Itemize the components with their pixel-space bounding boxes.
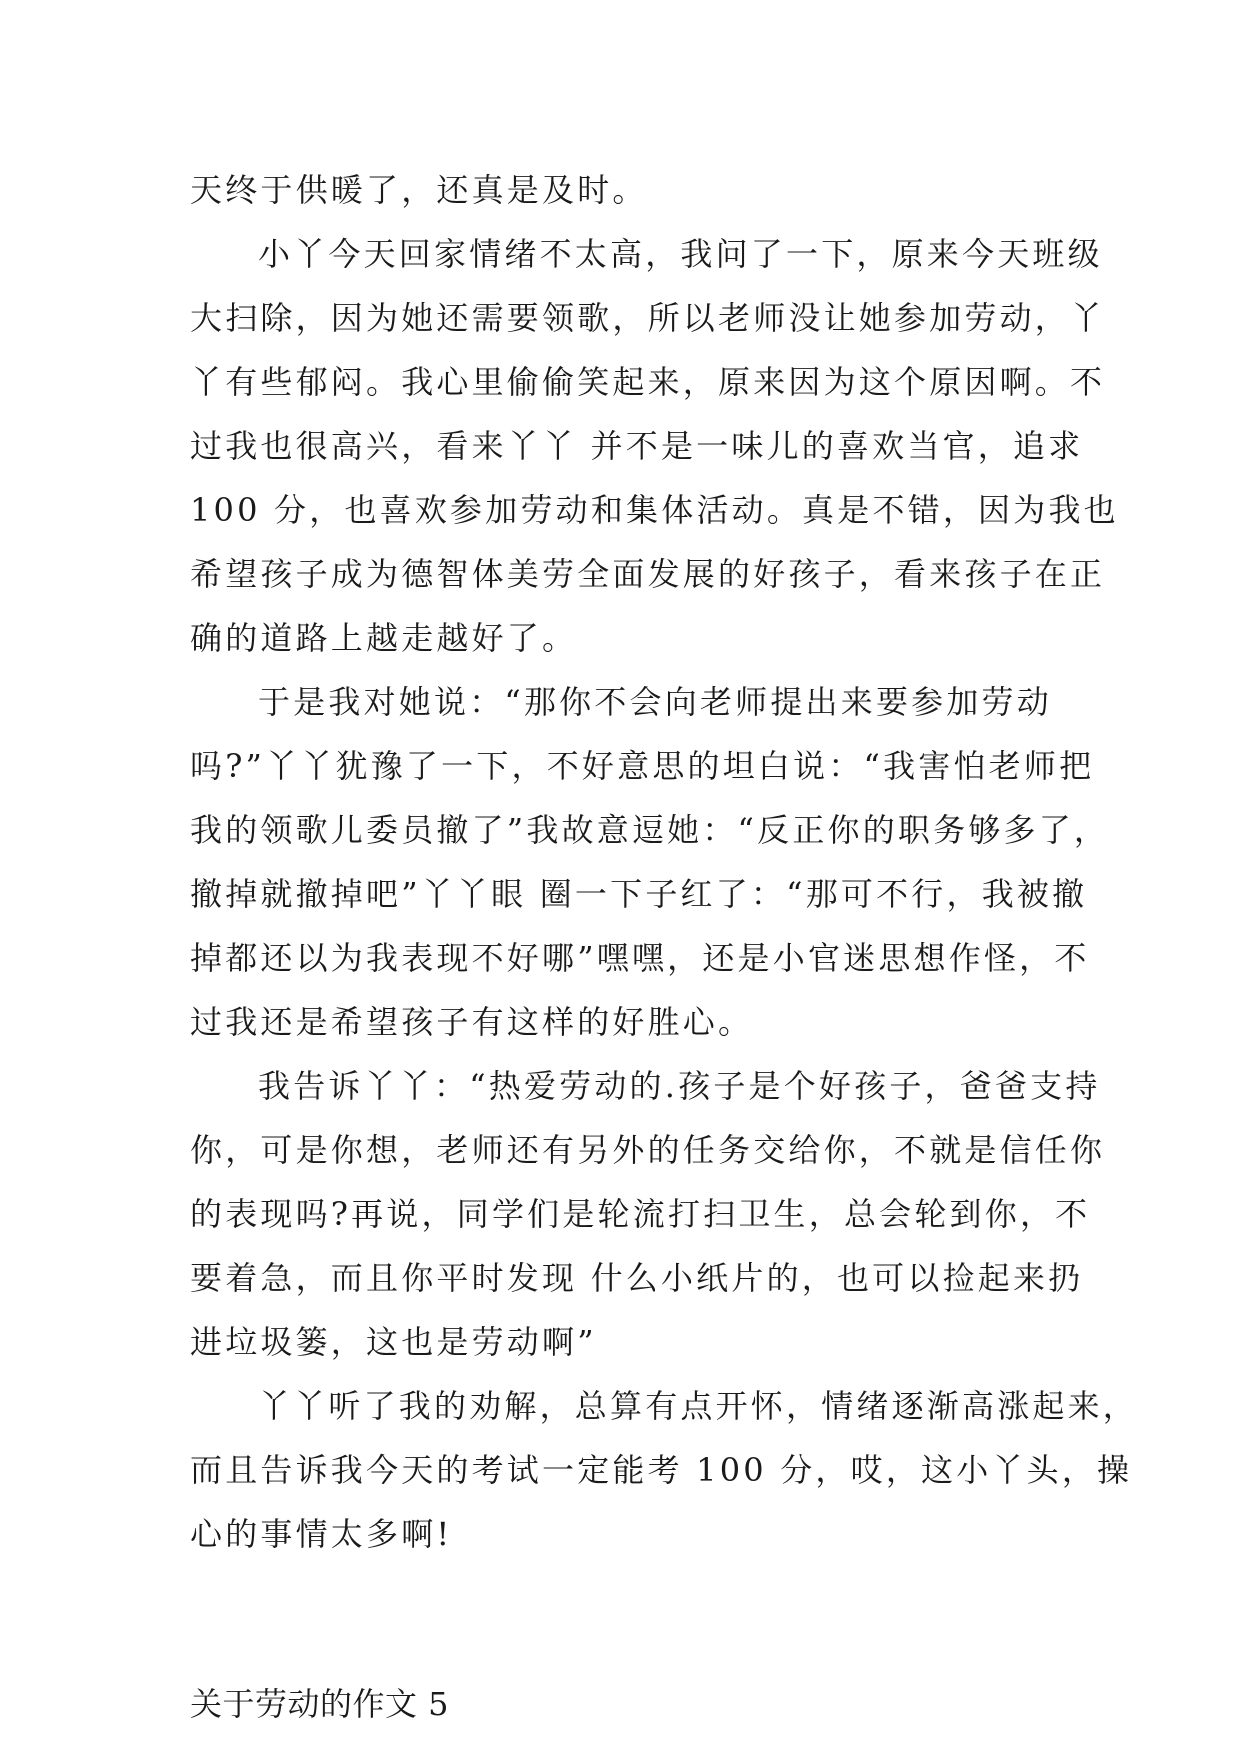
text-line: 撤掉就撤掉吧”丫丫眼 圈一下子红了：“那可不行，我被撤	[190, 875, 1088, 913]
text-line: 100 分，也喜欢参加劳动和集体活动。真是不错，因为我也	[190, 491, 1119, 529]
text-line: 丫有些郁闷。我心里偷偷笑起来，原来因为这个原因啊。不	[190, 363, 1106, 401]
text-line: 大扫除，因为她还需要领歌，所以老师没让她参加劳动，丫	[190, 299, 1106, 337]
text-line: 确的道路上越走越好了。	[190, 619, 578, 657]
text-line: 要着急，而且你平时发现 什么小纸片的，也可以捡起来扔	[190, 1259, 1084, 1297]
text-line: 吗?”丫丫犹豫了一下，不好意思的坦白说：“我害怕老师把	[190, 747, 1095, 785]
document-page	[190, 158, 1139, 1736]
text-line: 希望孩子成为德智体美劳全面发展的好孩子，看来孩子在正	[190, 555, 1106, 593]
text-line: 过我还是希望孩子有这样的好胜心。	[190, 1003, 754, 1041]
paragraph-start-line: 我告诉丫丫：“热爱劳动的.孩子是个好孩子，爸爸支持	[258, 1067, 1101, 1105]
paragraph-start-line: 于是我对她说：“那你不会向老师提出来要参加劳动	[258, 683, 1052, 721]
text-line: 我的领歌儿委员撤了”我故意逗她：“反正你的职务够多了，	[190, 811, 1110, 849]
paragraph-start-line: 丫丫听了我的劝解，总算有点开怀，情绪逐渐高涨起来，	[258, 1387, 1139, 1425]
text-line: 天终于供暖了，还真是及时。	[190, 171, 648, 209]
text-line: 掉都还以为我表现不好哪”嘿嘿，还是小官迷思想作怪，不	[190, 939, 1090, 977]
text-line: 过我也很高兴，看来丫丫 并不是一味儿的喜欢当官，追求	[190, 427, 1084, 465]
text-line: 进垃圾篓，这也是劳动啊”	[190, 1323, 597, 1361]
text-line: 你，可是你想，老师还有另外的任务交给你，不就是信任你	[190, 1131, 1106, 1169]
paragraph-start-line: 小丫今天回家情绪不太高，我问了一下，原来今天班级	[258, 235, 1103, 273]
text-line: 的表现吗?再说，同学们是轮流打扫卫生，总会轮到你，不	[190, 1195, 1091, 1233]
text-line: 而且告诉我今天的考试一定能考 100 分，哎，这小丫头，操	[190, 1451, 1133, 1489]
text-line: 心的事情太多啊!	[190, 1515, 453, 1553]
section-title: 关于劳动的作文 5	[190, 1685, 450, 1723]
